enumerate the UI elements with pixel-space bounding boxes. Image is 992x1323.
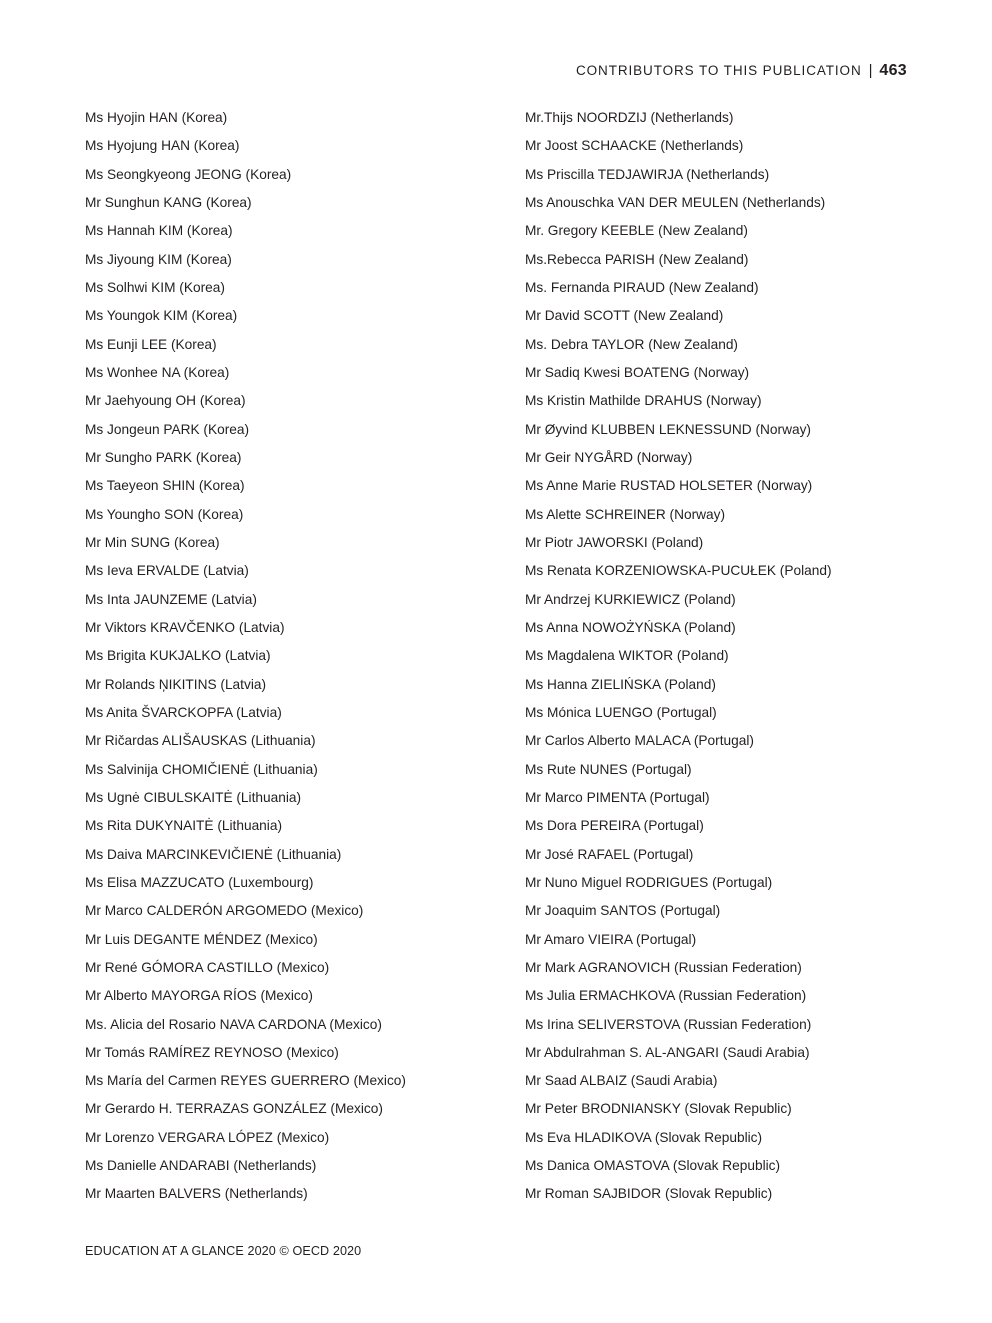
contributor-entry: Ms Eunji LEE (Korea) — [85, 336, 217, 352]
contributor-entry: Ms.Rebecca PARISH (New Zealand) — [525, 251, 749, 267]
contributor-entry: Ms Solhwi KIM (Korea) — [85, 279, 225, 295]
contributor-entry: Mr Maarten BALVERS (Netherlands) — [85, 1186, 308, 1202]
contributor-entry: Ms. Alicia del Rosario NAVA CARDONA (Mexico) — [85, 1016, 382, 1032]
contributor-entry: Mr Marco PIMENTA (Portugal) — [525, 789, 710, 805]
contributor-entry: Ms Hanna ZIELIŃSKA (Poland) — [525, 676, 716, 692]
contributor-entry: Ms Alette SCHREINER (Norway) — [525, 506, 726, 522]
contributor-entry: Ms Eva HLADIKOVA (Slovak Republic) — [525, 1129, 763, 1145]
contributor-entry: Ms Jongeun PARK (Korea) — [85, 421, 250, 437]
contributor-entry: Ms Hyojin HAN (Korea) — [85, 110, 228, 125]
contributor-entry: Mr Rolands ŅIKITINS (Latvia) — [85, 676, 267, 692]
contributor-entry: Mr Luis DEGANTE MÉNDEZ (Mexico) — [85, 931, 318, 947]
contributor-entry: Ms Elisa MAZZUCATO (Luxembourg) — [85, 874, 314, 890]
contributor-entry: Ms Youngok KIM (Korea) — [85, 308, 238, 324]
contributor-entry: Mr Ričardas ALIŠAUSKAS (Lithuania) — [85, 733, 316, 749]
contributor-entry: Mr Joost SCHAACKE (Netherlands) — [525, 138, 744, 154]
section-title: CONTRIBUTORS TO THIS PUBLICATION — [576, 63, 862, 78]
contributor-entry: Ms Anouschka VAN DER MEULEN (Netherlands) — [525, 194, 826, 210]
contributor-entry: Ms Danica OMASTOVA (Slovak Republic) — [525, 1158, 781, 1174]
contributor-entry: Ms Priscilla TEDJAWIRJA (Netherlands) — [525, 166, 770, 182]
contributor-entry: Ms Dora PEREIRA (Portugal) — [525, 818, 704, 834]
contributors-right-column — [525, 107, 925, 1212]
contributor-entry: Mr. Gregory KEEBLE (New Zealand) — [525, 223, 748, 239]
contributor-entry: Ms Magdalena WIKTOR (Poland) — [525, 648, 729, 664]
contributor-entry: Mr Alberto MAYORGA RÍOS (Mexico) — [85, 988, 313, 1004]
contributor-entry: Mr Mark AGRANOVICH (Russian Federation) — [525, 959, 802, 975]
contributor-entry: Mr René GÓMORA CASTILLO (Mexico) — [85, 959, 330, 975]
contributor-entry: Mr.Thijs NOORDZIJ (Netherlands) — [525, 110, 734, 125]
contributor-entry: Ms Ugnė CIBULSKAITĖ (Lithuania) — [85, 789, 302, 805]
contributor-entry: Mr David SCOTT (New Zealand) — [525, 308, 724, 324]
page-number: 463 — [879, 62, 907, 79]
contributor-entry: Mr Peter BRODNIANSKY (Slovak Republic) — [525, 1101, 792, 1117]
contributor-entry: Ms Hyojung HAN (Korea) — [85, 138, 240, 154]
contributor-entry: Ms Anne Marie RUSTAD HOLSETER (Norway) — [525, 478, 813, 494]
contributor-entry: Mr Saad ALBAIZ (Saudi Arabia) — [525, 1073, 718, 1089]
contributor-entry: Ms. Debra TAYLOR (New Zealand) — [525, 336, 738, 352]
contributor-entry: Mr Carlos Alberto MALACA (Portugal) — [525, 733, 754, 749]
contributor-entry: Ms Ieva ERVALDE (Latvia) — [85, 563, 249, 579]
contributor-entry: Ms Brigita KUKJALKO (Latvia) — [85, 648, 271, 664]
contributor-entry: Mr Geir NYGÅRD (Norway) — [525, 449, 693, 465]
contributor-entry: Ms Rita DUKYNAITĖ (Lithuania) — [85, 818, 283, 834]
contributor-entry: Mr Sadiq Kwesi BOATENG (Norway) — [525, 364, 750, 380]
contributor-entry: Mr Sungho PARK (Korea) — [85, 449, 242, 465]
contributor-entry: Mr Roman SAJBIDOR (Slovak Republic) — [525, 1186, 773, 1202]
contributor-entry: Mr Gerardo H. TERRAZAS GONZÁLEZ (Mexico) — [85, 1101, 383, 1117]
contributor-entry: Ms Mónica LUENGO (Portugal) — [525, 704, 717, 720]
contributor-entry: Mr Viktors KRAVČENKO (Latvia) — [85, 619, 285, 635]
contributor-entry: Ms Daiva MARCINKEVIČIENĖ (Lithuania) — [85, 846, 342, 862]
contributor-entry: Mr Joaquim SANTOS (Portugal) — [525, 903, 721, 919]
contributor-entry: Ms. Fernanda PIRAUD (New Zealand) — [525, 279, 759, 295]
contributors-left-column — [85, 107, 505, 1212]
contributor-entry: Mr Andrzej KURKIEWICZ (Poland) — [525, 591, 736, 607]
contributor-entry: Ms Irina SELIVERSTOVA (Russian Federation) — [525, 1016, 812, 1032]
contributor-entry: Ms Seongkyeong JEONG (Korea) — [85, 166, 292, 182]
contributor-entry: Mr Marco CALDERÓN ARGOMEDO (Mexico) — [85, 903, 364, 919]
contributor-entry: Ms Julia ERMACHKOVA (Russian Federation) — [525, 988, 807, 1004]
contributor-entry: Mr Øyvind KLUBBEN LEKNESSUND (Norway) — [525, 421, 811, 437]
contributor-entry: Mr Amaro VIEIRA (Portugal) — [525, 931, 697, 947]
contributor-entry: Ms Rute NUNES (Portugal) — [525, 761, 692, 777]
contributor-entry: Mr Jaehyoung OH (Korea) — [85, 393, 246, 409]
contributor-entry: Mr Piotr JAWORSKI (Poland) — [525, 534, 704, 550]
header-separator: | — [868, 62, 874, 79]
contributor-entry: Ms Hannah KIM (Korea) — [85, 223, 233, 239]
contributor-entry: Ms Inta JAUNZEME (Latvia) — [85, 591, 257, 607]
contributor-entry: Ms María del Carmen REYES GUERRERO (Mexico) — [85, 1073, 406, 1089]
footer-publication-line: EDUCATION AT A GLANCE 2020 © OECD 2020 — [85, 1244, 362, 1258]
contributor-entry: Mr Nuno Miguel RODRIGUES (Portugal) — [525, 874, 773, 890]
contributor-entry: Ms Anna NOWOŻYŃSKA (Poland) — [525, 619, 736, 635]
contributor-entry: Ms Taeyeon SHIN (Korea) — [85, 478, 245, 494]
contributor-entry: Ms Danielle ANDARABI (Netherlands) — [85, 1158, 317, 1174]
contributor-entry: Mr Min SUNG (Korea) — [85, 534, 220, 550]
running-header — [576, 62, 907, 80]
contributor-entry: Mr José RAFAEL (Portugal) — [525, 846, 694, 862]
contributor-entry: Ms Renata KORZENIOWSKA-PUCUŁEK (Poland) — [525, 563, 832, 579]
contributor-entry: Ms Wonhee NA (Korea) — [85, 364, 230, 380]
contributor-entry: Ms Salvinija CHOMIČIENĖ (Lithuania) — [85, 761, 318, 777]
contributor-entry: Mr Tomás RAMÍREZ REYNOSO (Mexico) — [85, 1044, 339, 1060]
contributor-entry: Ms Kristin Mathilde DRAHUS (Norway) — [525, 393, 762, 409]
contributor-entry: Mr Lorenzo VERGARA LÓPEZ (Mexico) — [85, 1129, 330, 1145]
contributor-entry: Ms Jiyoung KIM (Korea) — [85, 251, 232, 267]
contributor-entry: Ms Youngho SON (Korea) — [85, 506, 244, 522]
contributor-entry: Mr Sunghun KANG (Korea) — [85, 194, 252, 210]
contributor-entry: Mr Abdulrahman S. AL-ANGARI (Saudi Arabia) — [525, 1044, 810, 1060]
contributor-entry: Ms Anita ŠVARCKOPFA (Latvia) — [85, 704, 282, 720]
